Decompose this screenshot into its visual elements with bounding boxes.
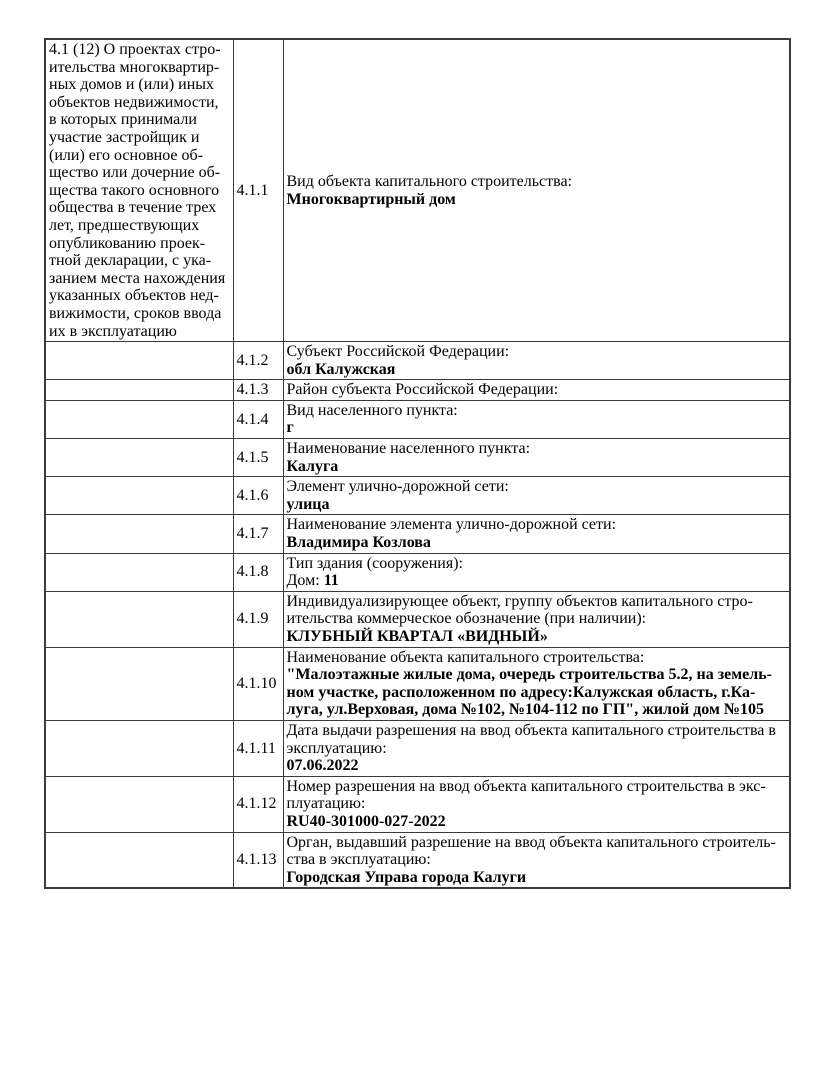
field-value — [287, 419, 787, 437]
field-value-text: Городская Управа города Калуги — [286, 868, 527, 886]
field-label: Район субъекта Российской Федерации: — [286, 381, 559, 399]
row-number: 4.1.3 — [233, 380, 283, 401]
field-label: Элемент улично-дорожной сети: — [286, 478, 509, 496]
row-number: 4.1.12 — [233, 776, 283, 832]
table-row — [45, 832, 790, 888]
field-value-text: обл Калужская — [286, 360, 396, 378]
field-cell — [283, 647, 790, 720]
table-row — [45, 720, 790, 776]
table-row — [45, 380, 790, 401]
row-number: 4.1.6 — [233, 477, 283, 515]
field-value — [287, 628, 787, 646]
field-cell — [283, 477, 790, 515]
table-row — [45, 515, 790, 553]
field-label: Наименование населенного пункта: — [286, 440, 531, 458]
field-label: Наименование объекта капитального строительства: — [286, 648, 645, 666]
field-value-text: 11 — [323, 572, 339, 590]
row-number: 4.1.10 — [233, 647, 283, 720]
field-value-text: 07.06.2022 — [286, 757, 359, 775]
table-row — [45, 400, 790, 438]
field-value-prefix: Дом: — [286, 572, 324, 590]
field-value — [287, 458, 787, 476]
field-cell — [283, 591, 790, 647]
section-label: 4.1 (12) О проектах строительства многоквартирных домов и (или) иных объектов недвижимости, в которых принимали участие застройщик и (или) его основное общество или дочерние общества такого основного общества в течение трех лет, предшествующих опубликованию проектной декларации, с указанием места нахождения указанных объектов недвижимости, сроков ввода их в эксплуатацию — [49, 41, 226, 340]
field-label: Тип здания (сооружения): — [286, 554, 463, 572]
field-cell — [283, 400, 790, 438]
document-page — [44, 38, 791, 889]
field-value — [287, 813, 787, 831]
section-cell-empty — [45, 832, 233, 888]
row-number: 4.1.5 — [233, 439, 283, 477]
table-row — [45, 342, 790, 380]
section-cell-empty — [45, 591, 233, 647]
field-value-text: Калуга — [286, 457, 339, 475]
field-value — [287, 869, 787, 887]
section-cell-empty — [45, 477, 233, 515]
field-value-text: улица — [286, 495, 330, 513]
section-cell-empty — [45, 515, 233, 553]
field-label: Вид объекта капитального строительства: — [286, 172, 573, 190]
field-value-text: Владимира Козлова — [286, 534, 431, 552]
table-row — [45, 439, 790, 477]
field-cell — [283, 39, 790, 342]
row-number: 4.1.1 — [233, 39, 283, 342]
field-value-text: КЛУБНЫЙ КВАРТАЛ «ВИДНЫЙ» — [286, 628, 548, 645]
field-value — [287, 572, 787, 590]
field-value — [287, 496, 787, 514]
section-cell-empty — [45, 342, 233, 380]
field-value — [287, 361, 787, 379]
field-cell — [283, 342, 790, 380]
field-value — [287, 534, 787, 552]
section-cell-empty — [45, 776, 233, 832]
field-cell — [283, 380, 790, 401]
field-value-text: Многоквартирный дом — [286, 190, 456, 208]
section-cell-empty — [45, 720, 233, 776]
row-number: 4.1.13 — [233, 832, 283, 888]
field-label: Дата выдачи разрешения на ввод объекта капитального строительства в эксплуатацию: — [286, 721, 776, 757]
field-label: Вид населенного пункта: — [286, 401, 458, 419]
table-row — [45, 776, 790, 832]
field-value — [287, 757, 787, 775]
table-row — [45, 39, 790, 342]
field-value — [287, 191, 787, 209]
field-label: Наименование элемента улично-дорожной сети: — [286, 516, 617, 534]
declaration-table — [44, 38, 791, 889]
field-label: Орган, выдавший разрешение на ввод объекта капитального строительства в эксплуатацию: — [286, 833, 776, 869]
field-cell — [283, 439, 790, 477]
row-number: 4.1.11 — [233, 720, 283, 776]
row-number: 4.1.2 — [233, 342, 283, 380]
section-cell-empty — [45, 647, 233, 720]
field-value-text: RU40-301000-027-2022 — [286, 812, 446, 830]
section-cell — [45, 39, 233, 342]
field-label: Субъект Российской Федерации: — [286, 343, 510, 361]
field-value-text: г — [286, 419, 294, 437]
row-number: 4.1.7 — [233, 515, 283, 553]
section-cell-empty — [45, 400, 233, 438]
field-value-text: "Малоэтажные жилые дома, очередь строительства 5.2, на земельном участке, расположенном по адресу:Калужская область, г.Калуга, ул.Верховая, дома №102, №104-112 по ГП", жилой дом №105 — [286, 666, 772, 719]
field-cell — [283, 720, 790, 776]
section-cell-empty — [45, 553, 233, 591]
field-label: Индивидуализирующее объект, группу объектов капитального строительства коммерческое обозначение (при наличии): — [286, 592, 753, 628]
row-number: 4.1.8 — [233, 553, 283, 591]
table-row — [45, 647, 790, 720]
section-cell-empty — [45, 380, 233, 401]
field-cell — [283, 832, 790, 888]
field-cell — [283, 776, 790, 832]
row-number: 4.1.4 — [233, 400, 283, 438]
section-cell-empty — [45, 439, 233, 477]
field-cell — [283, 515, 790, 553]
field-value — [287, 666, 787, 719]
field-cell — [283, 553, 790, 591]
table-row — [45, 591, 790, 647]
field-label: Номер разрешения на ввод объекта капитального строительства в эксплуатацию: — [286, 777, 766, 813]
row-number: 4.1.9 — [233, 591, 283, 647]
table-row — [45, 477, 790, 515]
table-row — [45, 553, 790, 591]
